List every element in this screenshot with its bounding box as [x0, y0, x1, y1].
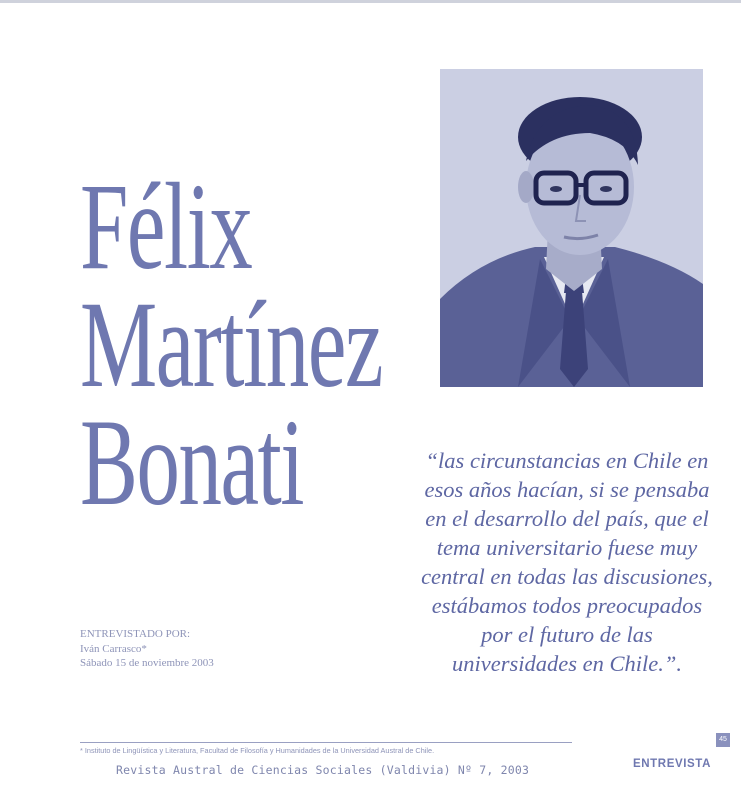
title-line-first-name: Félix	[80, 158, 252, 295]
quote-line: esos años hacían, si se pensaba	[424, 477, 710, 502]
interviewer-name: Iván Carrasco*	[80, 642, 147, 655]
quote-line: central en todas las discusiones,	[421, 564, 713, 589]
interview-date: Sábado 15 de noviembre 2003	[80, 657, 214, 669]
footnote-divider	[80, 742, 572, 743]
credits-label: ENTREVISTADO POR:	[80, 628, 191, 640]
title-line-second-surname: Bonati	[80, 394, 304, 531]
quote-line: “las circunstancias en Chile en	[425, 448, 709, 473]
section-label: ENTREVISTA	[633, 758, 711, 770]
top-edge-line	[0, 0, 741, 3]
article-title	[80, 158, 383, 531]
portrait-photo	[440, 69, 703, 387]
pull-quote	[404, 446, 730, 678]
quote-line: tema universitario fuese muy	[436, 535, 698, 560]
interview-credits	[80, 627, 280, 671]
journal-citation: Revista Austral de Ciencias Sociales (Valdivia) Nº 7, 2003	[116, 763, 530, 777]
quote-line: universidades en Chile.”.	[452, 651, 682, 676]
quote-line: en el desarrollo del país, que el	[425, 506, 709, 531]
quote-line: por el futuro de las	[481, 622, 653, 647]
quote-line: estábamos todos preocupados	[431, 593, 703, 618]
page-number-badge: 45	[716, 733, 730, 747]
footnote: * Instituto de Lingüística y Literatura, Facultad de Filosofía y Humanidades de la Universidad Austral de Chile.	[80, 746, 435, 755]
title-line-surname: Martínez	[80, 276, 383, 413]
